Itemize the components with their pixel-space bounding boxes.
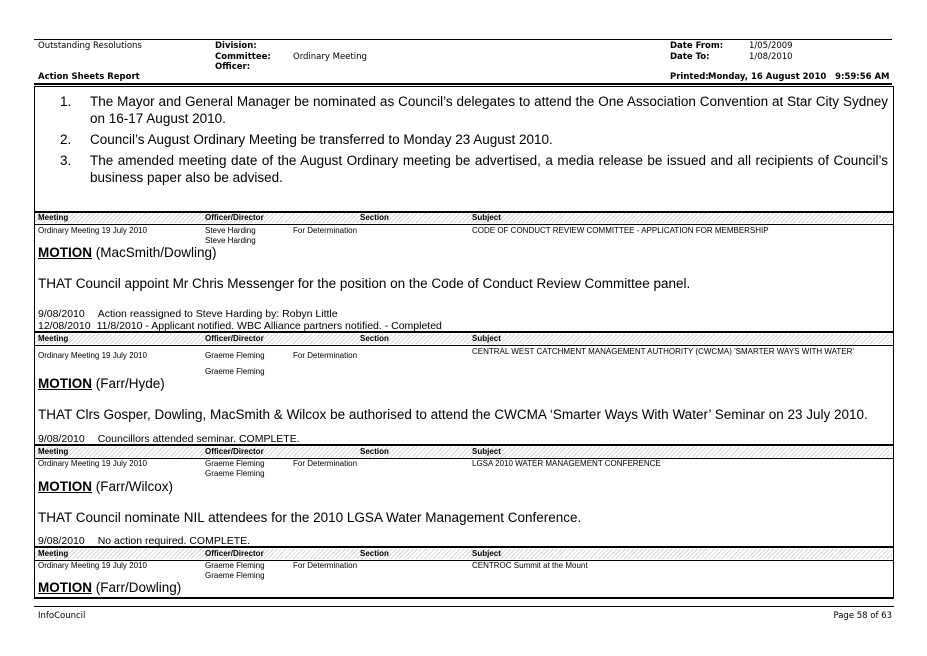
section-cell: For Determination	[293, 226, 358, 235]
section-cell: For Determination	[293, 351, 358, 360]
subject-cell: CENTRAL WEST CATCHMENT MANAGEMENT AUTHORITY (CWCMA) 'SMARTER WAYS WITH WATER'	[472, 347, 854, 356]
director-cell: Steve Harding	[205, 236, 256, 245]
col-section: Section	[360, 447, 389, 456]
section-cell: For Determination	[293, 561, 358, 570]
resolution-text: THAT Council nominate NIL attendees for the 2010 LGSA Water Management Conference.	[38, 510, 582, 525]
date-from-value: 1/05/2009	[749, 41, 793, 51]
col-subject: Subject	[472, 549, 501, 558]
action-entry: 9/08/2010 No action required. COMPLETE.	[38, 535, 251, 547]
report-title: Outstanding Resolutions	[38, 41, 142, 51]
meeting-cell: Ordinary Meeting 19 July 2010	[38, 226, 147, 235]
header-underline	[34, 345, 894, 346]
footer-rule	[34, 606, 894, 607]
column-header-row	[35, 447, 892, 457]
action-entry: 9/08/2010 Action reassigned to Steve Harding by: Robyn Little	[38, 308, 338, 320]
resolution-item: 2. Council’s August Ordinary Meeting be transferred to Monday 23 August 2010.	[60, 132, 553, 147]
col-officer: Officer/Director	[205, 549, 264, 558]
record-divider	[34, 444, 894, 446]
column-header-row	[35, 213, 892, 223]
officer-cell: Graeme Fleming	[205, 561, 265, 570]
col-section: Section	[360, 213, 389, 222]
report-name: Action Sheets Report	[38, 72, 140, 82]
record-divider	[34, 331, 894, 333]
col-meeting: Meeting	[38, 213, 69, 222]
resolution-item: 3. The amended meeting date of the August Ordinary meeting be advertised, a media release be issued and all recipients of Council’s business paper also be advised.	[60, 153, 888, 185]
date-from-label: Date From:	[670, 41, 724, 51]
printed-label: Printed:	[670, 72, 709, 82]
subject-cell: CENTROC Summit at the Mount	[472, 561, 588, 570]
date-to-label: Date To:	[670, 52, 710, 62]
col-subject: Subject	[472, 447, 501, 456]
record-divider	[34, 546, 894, 548]
col-meeting: Meeting	[38, 549, 69, 558]
resolution-text: THAT Clrs Gosper, Dowling, MacSmith & Wilcox be authorised to attend the CWCMA ‘Smarter Ways With Water’ Seminar on 23 July 2010.	[38, 407, 868, 422]
meeting-cell: Ordinary Meeting 19 July 2010	[38, 351, 147, 360]
printed-value: Monday, 16 August 2010 9:59:56 AM	[708, 72, 890, 82]
col-subject: Subject	[472, 334, 501, 343]
committee-value: Ordinary Meeting	[293, 52, 367, 62]
resolution-text: THAT Council appoint Mr Chris Messenger for the position on the Code of Conduct Review Committee panel.	[38, 276, 691, 291]
director-cell: Graeme Fleming	[205, 469, 265, 478]
division-label: Division:	[215, 41, 257, 51]
action-entry: 12/08/2010 11/8/2010 - Applicant notified. WBC Alliance partners notified. - Completed	[38, 320, 442, 332]
officer-cell: Graeme Fleming	[205, 459, 265, 468]
committee-label: Committee:	[215, 52, 271, 62]
subject-cell: LGSA 2010 WATER MANAGEMENT CONFERENCE	[472, 459, 661, 468]
footer-app-name: InfoCouncil	[38, 611, 86, 621]
page-number: Page 58 of 63	[833, 611, 892, 621]
col-section: Section	[360, 549, 389, 558]
motion-heading: MOTION (MacSmith/Dowling)	[38, 245, 217, 260]
motion-heading: MOTION (Farr/Dowling)	[38, 580, 182, 595]
meeting-cell: Ordinary Meeting 19 July 2010	[38, 561, 147, 570]
action-entry: 9/08/2010 Councillors attended seminar. COMPLETE.	[38, 433, 300, 445]
meeting-cell: Ordinary Meeting 19 July 2010	[38, 459, 147, 468]
officer-label: Officer:	[215, 62, 251, 72]
officer-cell: Steve Harding	[205, 226, 256, 235]
resolution-item: 1. The Mayor and General Manager be nominated as Council’s delegates to attend the One Association Convention at Star City Sydney on 16-17 August 2010.	[60, 94, 888, 126]
col-meeting: Meeting	[38, 447, 69, 456]
section-cell: For Determination	[293, 459, 358, 468]
officer-cell: Graeme Fleming	[205, 351, 265, 360]
col-subject: Subject	[472, 213, 501, 222]
column-header-row	[35, 334, 892, 344]
date-to-value: 1/08/2010	[749, 52, 793, 62]
resolution-list	[38, 93, 888, 190]
header-underline	[34, 224, 894, 225]
director-cell: Graeme Fleming	[205, 571, 265, 580]
col-officer: Officer/Director	[205, 447, 264, 456]
motion-heading: MOTION (Farr/Wilcox)	[38, 479, 174, 494]
col-meeting: Meeting	[38, 334, 69, 343]
motion-heading: MOTION (Farr/Hyde)	[38, 376, 165, 391]
col-officer: Officer/Director	[205, 334, 264, 343]
col-section: Section	[360, 334, 389, 343]
column-header-row	[35, 549, 892, 559]
subject-cell: CODE OF CONDUCT REVIEW COMMITTEE - APPLICATION FOR MEMBERSHIP	[472, 226, 769, 235]
director-cell: Graeme Fleming	[205, 367, 265, 376]
col-officer: Officer/Director	[205, 213, 264, 222]
